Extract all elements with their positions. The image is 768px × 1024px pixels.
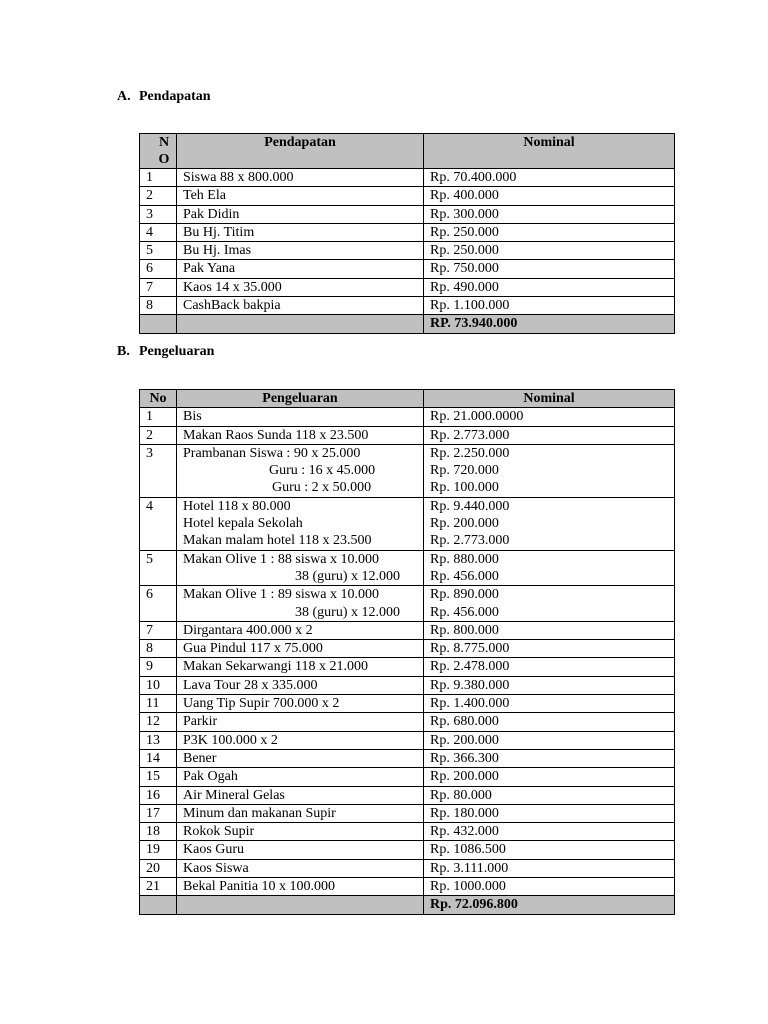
description-line: Kaos Guru bbox=[183, 842, 245, 858]
table-row bbox=[140, 223, 675, 241]
table-row bbox=[140, 786, 675, 804]
expense-nominal-header: Nominal bbox=[424, 390, 675, 408]
row-number: 5 bbox=[140, 550, 177, 586]
expense-header-row bbox=[140, 390, 675, 408]
row-description bbox=[177, 713, 424, 731]
table-row bbox=[140, 859, 675, 877]
row-nominal bbox=[424, 586, 675, 622]
row-nominal bbox=[424, 768, 675, 786]
table-row bbox=[140, 749, 675, 767]
row-number: 11 bbox=[140, 695, 177, 713]
row-number: 7 bbox=[140, 278, 177, 296]
section-a-letter: A. bbox=[117, 89, 131, 104]
row-description bbox=[177, 695, 424, 713]
row-nominal bbox=[424, 859, 675, 877]
description-line: P3K 100.000 x 2 bbox=[183, 732, 278, 748]
section-b-heading bbox=[117, 344, 214, 360]
row-number: 6 bbox=[140, 586, 177, 622]
section-a-title: Pendapatan bbox=[139, 89, 211, 104]
expense-desc-header: Pengeluaran bbox=[177, 390, 424, 408]
table-row bbox=[140, 278, 675, 296]
row-number: 15 bbox=[140, 768, 177, 786]
expense-total-value: Rp. 72.096.800 bbox=[424, 896, 675, 914]
row-nominal bbox=[424, 426, 675, 444]
description-line: Makan Raos Sunda 118 x 23.500 bbox=[183, 427, 369, 443]
table-row bbox=[140, 804, 675, 822]
table-row bbox=[140, 731, 675, 749]
nominal-line: Rp. 800.000 bbox=[430, 622, 499, 638]
income-desc-header: Pendapatan bbox=[177, 134, 424, 169]
row-number: 20 bbox=[140, 859, 177, 877]
income-nominal-header: Nominal bbox=[424, 134, 675, 169]
row-number: 9 bbox=[140, 658, 177, 676]
row-number: 18 bbox=[140, 823, 177, 841]
table-row bbox=[140, 497, 675, 550]
table-row bbox=[140, 823, 675, 841]
row-nominal bbox=[424, 731, 675, 749]
row-number: 3 bbox=[140, 444, 177, 497]
description-line: Air Mineral Gelas bbox=[183, 787, 285, 803]
nominal-line: Rp. 21.000.0000 bbox=[430, 409, 524, 425]
table-row bbox=[140, 242, 675, 260]
row-description: Bu Hj. Imas bbox=[177, 242, 424, 260]
nominal-line: Rp. 456.000 bbox=[430, 604, 499, 620]
income-no-header-line2: O bbox=[158, 152, 170, 167]
nominal-line: Rp. 890.000 bbox=[430, 587, 499, 603]
row-description bbox=[177, 768, 424, 786]
row-number: 2 bbox=[140, 426, 177, 444]
table-row bbox=[140, 297, 675, 315]
nominal-line: Rp. 456.000 bbox=[430, 568, 499, 584]
description-line: Prambanan Siswa : 90 x 25.000 bbox=[183, 445, 361, 461]
row-number: 12 bbox=[140, 713, 177, 731]
table-row bbox=[140, 841, 675, 859]
row-number: 4 bbox=[140, 223, 177, 241]
row-number: 5 bbox=[140, 242, 177, 260]
row-description: Teh Ela bbox=[177, 187, 424, 205]
row-nominal: Rp. 1.100.000 bbox=[424, 297, 675, 315]
row-nominal bbox=[424, 804, 675, 822]
description-line: Lava Tour 28 x 335.000 bbox=[183, 677, 318, 693]
description-line: Guru : 2 x 50.000 bbox=[272, 480, 372, 496]
description-line: Minum dan makanan Supir bbox=[183, 805, 336, 821]
row-nominal: Rp. 490.000 bbox=[424, 278, 675, 296]
income-no-header bbox=[140, 134, 177, 169]
description-line: Kaos Siswa bbox=[183, 860, 249, 876]
description-line: Bekal Panitia 10 x 100.000 bbox=[183, 879, 336, 895]
section-a-heading bbox=[117, 89, 211, 105]
description-line: Dirgantara 400.000 x 2 bbox=[183, 622, 313, 638]
row-description bbox=[177, 550, 424, 586]
description-line: Makan Olive 1 : 88 siswa x 10.000 bbox=[183, 551, 379, 567]
row-description bbox=[177, 749, 424, 767]
row-number: 17 bbox=[140, 804, 177, 822]
expense-no-header: No bbox=[140, 390, 177, 408]
row-number: 6 bbox=[140, 260, 177, 278]
row-nominal bbox=[424, 749, 675, 767]
row-number: 8 bbox=[140, 640, 177, 658]
row-number: 8 bbox=[140, 297, 177, 315]
description-line: 38 (guru) x 12.000 bbox=[295, 568, 400, 584]
description-line: Hotel kepala Sekolah bbox=[183, 516, 303, 532]
table-row bbox=[140, 169, 675, 187]
nominal-line: Rp. 80.000 bbox=[430, 787, 492, 803]
row-number: 3 bbox=[140, 205, 177, 223]
row-nominal bbox=[424, 676, 675, 694]
nominal-line: Rp. 1.400.000 bbox=[430, 696, 510, 712]
row-description: Pak Yana bbox=[177, 260, 424, 278]
total-empty-cell bbox=[177, 896, 424, 914]
table-row bbox=[140, 695, 675, 713]
table-row bbox=[140, 260, 675, 278]
total-empty-cell bbox=[140, 896, 177, 914]
description-line: Guru : 16 x 45.000 bbox=[269, 463, 376, 479]
row-description: Kaos 14 x 35.000 bbox=[177, 278, 424, 296]
nominal-line: Rp. 9.440.000 bbox=[430, 498, 510, 514]
nominal-line: Rp. 8.775.000 bbox=[430, 641, 510, 657]
table-row bbox=[140, 444, 675, 497]
row-description bbox=[177, 731, 424, 749]
row-nominal: Rp. 400.000 bbox=[424, 187, 675, 205]
description-line: Bis bbox=[183, 409, 202, 425]
row-nominal: Rp. 300.000 bbox=[424, 205, 675, 223]
row-description bbox=[177, 823, 424, 841]
table-row bbox=[140, 550, 675, 586]
row-description bbox=[177, 497, 424, 550]
row-nominal bbox=[424, 621, 675, 639]
total-empty-cell bbox=[177, 315, 424, 333]
row-description: Bu Hj. Titim bbox=[177, 223, 424, 241]
table-row bbox=[140, 426, 675, 444]
nominal-line: Rp. 200.000 bbox=[430, 516, 499, 532]
row-nominal bbox=[424, 823, 675, 841]
row-number: 21 bbox=[140, 878, 177, 896]
row-nominal: Rp. 250.000 bbox=[424, 223, 675, 241]
income-no-header-line1: N bbox=[158, 135, 170, 150]
row-nominal bbox=[424, 878, 675, 896]
row-description: Siswa 88 x 800.000 bbox=[177, 169, 424, 187]
row-nominal bbox=[424, 408, 675, 426]
row-number: 2 bbox=[140, 187, 177, 205]
nominal-line: Rp. 2.478.000 bbox=[430, 659, 510, 675]
section-b-letter: B. bbox=[117, 344, 130, 359]
table-row bbox=[140, 878, 675, 896]
table-row bbox=[140, 640, 675, 658]
nominal-line: Rp. 180.000 bbox=[430, 805, 499, 821]
row-number: 19 bbox=[140, 841, 177, 859]
nominal-line: Rp. 680.000 bbox=[430, 714, 499, 730]
row-number: 16 bbox=[140, 786, 177, 804]
section-b-title: Pengeluaran bbox=[139, 344, 215, 359]
row-description bbox=[177, 426, 424, 444]
row-number: 4 bbox=[140, 497, 177, 550]
description-line: Bener bbox=[183, 750, 217, 766]
nominal-line: Rp. 3.111.000 bbox=[430, 860, 509, 876]
description-line: Parkir bbox=[183, 714, 218, 730]
table-row bbox=[140, 676, 675, 694]
table-row bbox=[140, 658, 675, 676]
description-line: Makan Olive 1 : 89 siswa x 10.000 bbox=[183, 587, 379, 603]
row-description bbox=[177, 878, 424, 896]
description-line: Hotel 118 x 80.000 bbox=[183, 498, 291, 514]
nominal-line: Rp. 1086.500 bbox=[430, 842, 506, 858]
row-nominal bbox=[424, 713, 675, 731]
description-line: Pak Ogah bbox=[183, 769, 238, 785]
table-row bbox=[140, 621, 675, 639]
row-number: 10 bbox=[140, 676, 177, 694]
expense-table bbox=[139, 389, 675, 915]
row-description bbox=[177, 640, 424, 658]
table-row bbox=[140, 187, 675, 205]
row-description bbox=[177, 586, 424, 622]
row-number: 7 bbox=[140, 621, 177, 639]
income-table bbox=[139, 133, 675, 334]
row-description bbox=[177, 444, 424, 497]
row-nominal: Rp. 70.400.000 bbox=[424, 169, 675, 187]
row-number: 13 bbox=[140, 731, 177, 749]
income-total-value: RP. 73.940.000 bbox=[424, 315, 675, 333]
table-row bbox=[140, 586, 675, 622]
row-nominal: Rp. 750.000 bbox=[424, 260, 675, 278]
row-number: 14 bbox=[140, 749, 177, 767]
nominal-line: Rp. 9.380.000 bbox=[430, 677, 510, 693]
nominal-line: Rp. 1000.000 bbox=[430, 879, 506, 895]
nominal-line: Rp. 880.000 bbox=[430, 551, 499, 567]
row-number: 1 bbox=[140, 408, 177, 426]
nominal-line: Rp. 2.773.000 bbox=[430, 533, 510, 549]
description-line: Gua Pindul 117 x 75.000 bbox=[183, 641, 323, 657]
row-number: 1 bbox=[140, 169, 177, 187]
income-total-row bbox=[140, 315, 675, 333]
row-nominal bbox=[424, 786, 675, 804]
nominal-line: Rp. 2.250.000 bbox=[430, 445, 510, 461]
row-nominal bbox=[424, 640, 675, 658]
nominal-line: Rp. 100.000 bbox=[430, 480, 499, 496]
row-description bbox=[177, 676, 424, 694]
row-description bbox=[177, 408, 424, 426]
description-line: Makan malam hotel 118 x 23.500 bbox=[183, 533, 372, 549]
row-description bbox=[177, 859, 424, 877]
nominal-line: Rp. 2.773.000 bbox=[430, 427, 510, 443]
row-nominal bbox=[424, 550, 675, 586]
table-row bbox=[140, 408, 675, 426]
description-line: Makan Sekarwangi 118 x 21.000 bbox=[183, 659, 368, 675]
expense-total-row bbox=[140, 896, 675, 914]
row-nominal bbox=[424, 497, 675, 550]
table-row bbox=[140, 205, 675, 223]
row-description bbox=[177, 658, 424, 676]
table-row bbox=[140, 713, 675, 731]
row-description bbox=[177, 786, 424, 804]
description-line: 38 (guru) x 12.000 bbox=[295, 604, 400, 620]
nominal-line: Rp. 200.000 bbox=[430, 769, 499, 785]
row-description: Pak Didin bbox=[177, 205, 424, 223]
nominal-line: Rp. 432.000 bbox=[430, 824, 499, 840]
table-row bbox=[140, 768, 675, 786]
row-nominal bbox=[424, 444, 675, 497]
row-description bbox=[177, 841, 424, 859]
row-description bbox=[177, 621, 424, 639]
income-header-row bbox=[140, 134, 675, 169]
nominal-line: Rp. 200.000 bbox=[430, 732, 499, 748]
nominal-line: Rp. 366.300 bbox=[430, 750, 499, 766]
description-line: Rokok Supir bbox=[183, 824, 255, 840]
row-nominal bbox=[424, 841, 675, 859]
row-description bbox=[177, 804, 424, 822]
row-nominal bbox=[424, 695, 675, 713]
total-empty-cell bbox=[140, 315, 177, 333]
nominal-line: Rp. 720.000 bbox=[430, 463, 499, 479]
row-nominal: Rp. 250.000 bbox=[424, 242, 675, 260]
row-description: CashBack bakpia bbox=[177, 297, 424, 315]
description-line: Uang Tip Supir 700.000 x 2 bbox=[183, 696, 340, 712]
row-nominal bbox=[424, 658, 675, 676]
